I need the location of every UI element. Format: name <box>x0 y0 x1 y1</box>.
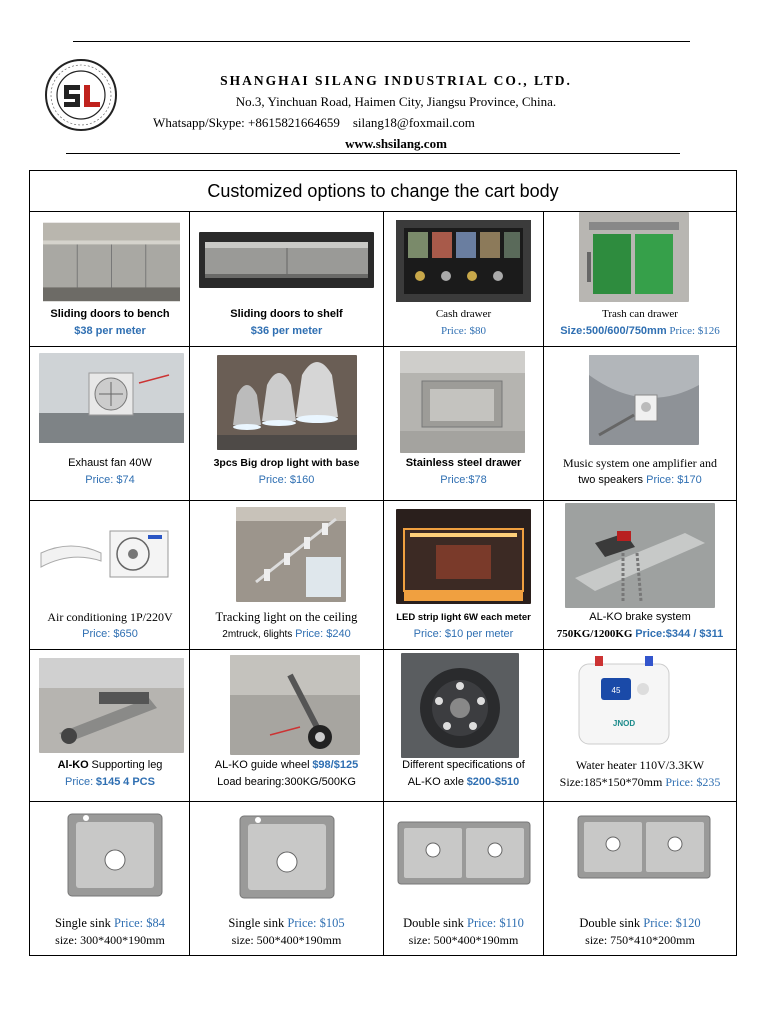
caption-text: Price: $160 <box>258 474 315 486</box>
product-photo-sink-single <box>232 812 342 902</box>
caption-text: AL-KO brake system <box>589 611 691 623</box>
option-cell <box>544 347 736 500</box>
company-website[interactable]: www.shsilang.com <box>345 136 447 151</box>
caption-text: $145 <box>95 776 121 788</box>
option-cell <box>384 501 543 649</box>
option-caption <box>33 915 187 955</box>
caption-text: Trash can drawer <box>602 308 678 320</box>
caption-text: LED strip light 6W each meter <box>396 612 531 623</box>
caption-text: Single sink <box>54 916 111 930</box>
caption-text: Single sink <box>228 916 285 930</box>
caption-text: Price: $105 <box>287 916 345 930</box>
options-table <box>29 170 737 956</box>
product-photo-track-light <box>236 507 346 602</box>
caption-text: Price:$344 / $311 <box>635 628 724 640</box>
caption-text: Size:500/600/750mm <box>560 325 667 337</box>
company-address: No.3, Yinchuan Road, Haimen City, Jiangsu Province, China. <box>235 94 557 109</box>
product-photo-sink-double <box>574 812 714 882</box>
option-cell <box>31 347 189 500</box>
product-photo-air-conditioner <box>36 513 176 588</box>
option-caption <box>192 757 381 801</box>
option-caption <box>192 455 381 500</box>
product-photo-water-heater <box>569 656 679 751</box>
option-cell <box>31 212 189 346</box>
caption-text: Price: $650 <box>82 628 138 640</box>
caption-text: Sliding doors to shelf <box>230 308 343 320</box>
caption-text: Price: $240 <box>295 628 351 640</box>
caption-text: Price: $120 <box>643 916 701 930</box>
option-cell <box>190 501 383 649</box>
option-caption <box>33 306 187 346</box>
top-rule <box>73 41 690 42</box>
caption-text: 2mtruck, 6lights <box>222 629 293 640</box>
caption-text: Price: $84 <box>114 916 166 930</box>
caption-text: Price: $110 <box>467 916 524 930</box>
option-caption <box>192 915 381 955</box>
caption-text: Double sink <box>579 916 641 930</box>
caption-text: Double sink <box>403 916 464 930</box>
option-caption <box>33 455 187 500</box>
caption-text: two speakers <box>578 474 644 486</box>
option-caption <box>192 609 381 649</box>
option-cell <box>384 347 543 500</box>
caption-text: Music system one amplifier and <box>563 456 717 470</box>
caption-text: Cash drawer <box>435 308 492 320</box>
option-cell <box>190 650 383 801</box>
product-photo-sink-double <box>394 818 534 888</box>
product-photo-sink-single <box>60 810 170 900</box>
option-caption <box>386 609 541 649</box>
caption-text: Price: $10 per meter <box>413 628 514 640</box>
product-photo-brake-system <box>565 503 715 608</box>
caption-text: Price: $170 <box>646 474 702 486</box>
product-photo-cash-drawer <box>395 220 532 302</box>
caption-text: Size:185*150*70mm <box>559 775 663 789</box>
caption-text: 750KG/1200KG <box>556 628 633 640</box>
caption-text: Load bearing:300KG/500KG <box>217 776 356 788</box>
caption-text: size: 500*400*190mm <box>231 933 342 947</box>
caption-text: Different specifications of <box>402 759 525 771</box>
option-cell <box>544 501 736 649</box>
caption-text: Al-KO <box>57 759 89 771</box>
caption-text: $200-$510 <box>466 776 520 788</box>
caption-text: Water heater 110V/3.3KW <box>575 758 705 772</box>
caption-text: AL-KO guide wheel <box>214 759 310 771</box>
svg-text:45: 45 <box>611 686 621 695</box>
company-contact: Whatsapp/Skype: +8615821664659 silang18@foxmail.com <box>153 115 475 130</box>
option-cell <box>544 650 736 801</box>
caption-text: size: 300*400*190mm <box>55 933 165 947</box>
option-caption <box>546 306 734 346</box>
option-cell <box>384 802 543 955</box>
product-photo-guide-wheel <box>230 655 360 755</box>
product-photo-axle <box>401 653 519 758</box>
caption-text: Price: $235 <box>665 775 721 789</box>
company-name: SHANGHAI SILANG INDUSTRIAL CO., LTD. <box>220 73 572 88</box>
option-cell <box>190 212 383 346</box>
caption-text: Stainless steel drawer <box>405 457 522 469</box>
caption-text: size: 750*410*200mm <box>585 933 695 947</box>
product-photo-speaker <box>589 355 699 445</box>
product-photo-exhaust-fan <box>39 353 184 445</box>
caption-text: $36 per meter <box>250 325 323 337</box>
product-photo-led-strip <box>396 509 531 604</box>
option-cell <box>190 802 383 955</box>
option-caption <box>386 757 541 801</box>
option-cell <box>384 212 543 346</box>
caption-text: 4 PCS <box>123 776 155 788</box>
caption-text: 3pcs Big drop light with base <box>213 457 360 469</box>
option-cell <box>544 802 736 955</box>
option-caption <box>546 455 734 500</box>
option-caption <box>546 915 734 955</box>
caption-text: Price: $126 <box>669 325 720 337</box>
option-caption <box>546 757 734 801</box>
caption-text: Price: $80 <box>441 325 486 337</box>
caption-text: Supporting leg <box>91 759 163 771</box>
caption-text: $38 per meter <box>74 325 146 337</box>
option-cell <box>190 347 383 500</box>
option-cell <box>384 650 543 801</box>
table-title: Customized options to change the cart body <box>30 171 736 212</box>
caption-text: Price: <box>65 776 94 788</box>
option-cell <box>544 212 736 346</box>
option-cell <box>31 501 189 649</box>
caption-text: Price:$78 <box>440 474 487 486</box>
option-caption <box>386 915 541 955</box>
product-photo-drop-light <box>217 355 357 450</box>
option-caption <box>192 306 381 346</box>
caption-text: Air conditioning 1P/220V <box>47 610 173 624</box>
product-photo-trash-drawer <box>579 212 689 302</box>
caption-text: $98/$125 <box>312 759 359 771</box>
product-photo-supporting-leg <box>39 658 184 753</box>
product-photo-shelf-doors <box>199 232 374 288</box>
option-caption <box>33 609 187 649</box>
caption-text: Price: $74 <box>85 474 135 486</box>
caption-text: size: 500*400*190mm <box>408 933 519 947</box>
option-caption <box>386 306 541 346</box>
option-caption <box>33 757 187 801</box>
option-cell <box>31 802 189 955</box>
option-caption <box>546 609 734 649</box>
option-cell <box>31 650 189 801</box>
caption-text: Tracking light on the ceiling <box>215 610 358 624</box>
option-caption <box>386 455 541 500</box>
caption-text: Sliding doors to bench <box>50 308 170 320</box>
product-photo-bench-doors <box>43 222 180 304</box>
product-photo-steel-drawer <box>400 351 525 453</box>
caption-text: AL-KO axle <box>407 776 464 788</box>
caption-text: Exhaust fan 40W <box>68 457 152 469</box>
header-rule <box>66 153 680 154</box>
svg-text:JNOD: JNOD <box>612 719 636 728</box>
